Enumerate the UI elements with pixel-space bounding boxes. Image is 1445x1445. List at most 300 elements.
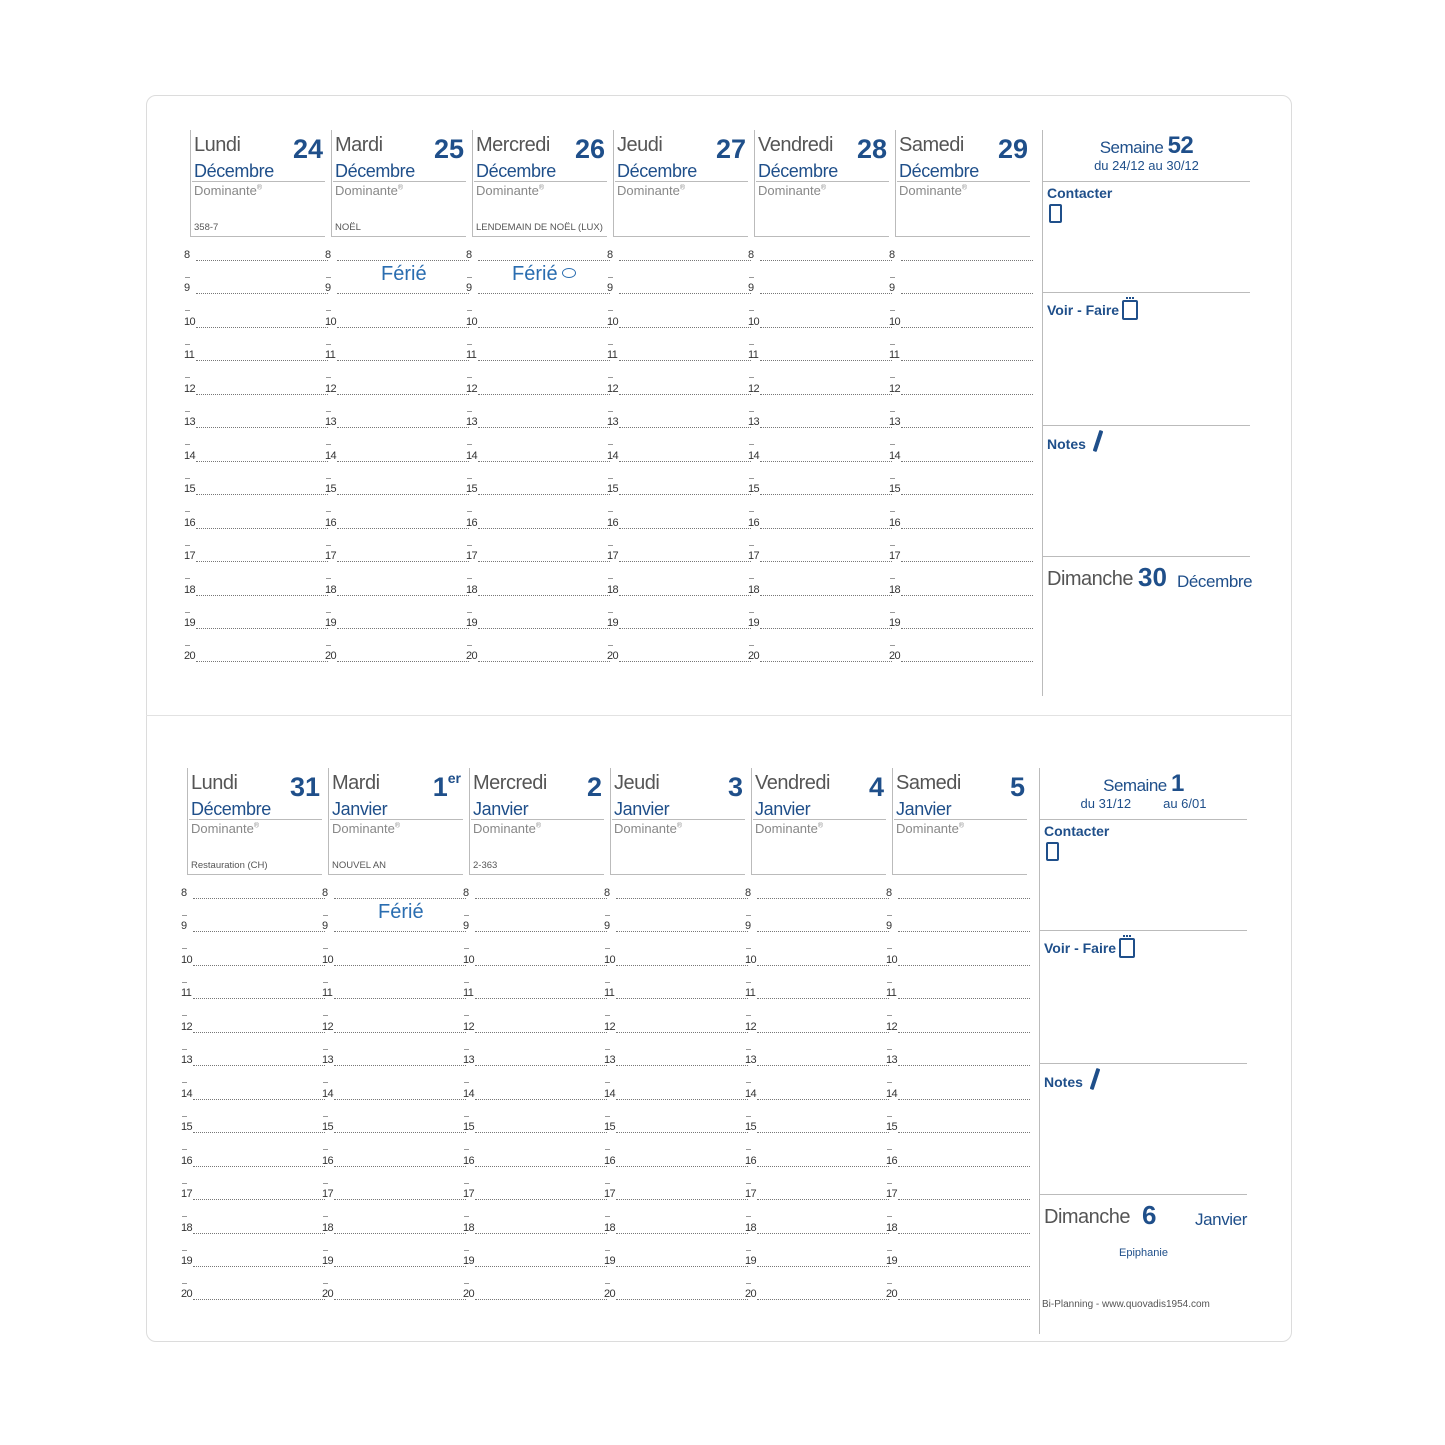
hour-row[interactable] <box>748 650 892 668</box>
hour-row[interactable] <box>181 1121 325 1139</box>
hour-row[interactable] <box>463 1188 607 1206</box>
hour-row[interactable] <box>463 1021 607 1039</box>
hour-row[interactable] <box>463 1288 607 1306</box>
hour-row[interactable] <box>463 1155 607 1173</box>
hour-row[interactable] <box>466 550 610 568</box>
sunday-name: Dimanche <box>1044 1206 1131 1228</box>
hour-row[interactable] <box>748 550 892 568</box>
half-hour-mark <box>464 1049 469 1050</box>
half-hour-mark <box>467 444 472 445</box>
hour-row[interactable] <box>886 954 1030 972</box>
hour-row[interactable] <box>889 650 1033 668</box>
hour-row[interactable] <box>604 1021 748 1039</box>
dominante-label <box>191 821 259 836</box>
hour-label: 19 <box>466 617 478 629</box>
half-hour-mark <box>323 1250 328 1251</box>
day-number <box>869 772 884 803</box>
day-month: Décembre <box>899 161 979 181</box>
hour-row[interactable] <box>325 550 469 568</box>
dotted-line <box>757 931 889 932</box>
dotted-line <box>193 1299 325 1300</box>
hour-label: 13 <box>184 416 196 428</box>
hour-label: 13 <box>607 416 619 428</box>
hour-row[interactable] <box>604 1088 748 1106</box>
hour-row[interactable] <box>181 987 325 1005</box>
header-divider <box>474 181 607 182</box>
hour-row[interactable] <box>463 920 607 938</box>
hour-row[interactable] <box>181 1255 325 1273</box>
hour-row[interactable] <box>604 954 748 972</box>
hour-row[interactable] <box>322 1021 466 1039</box>
voir-faire-area[interactable] <box>1043 293 1250 425</box>
hour-label: 17 <box>889 550 901 562</box>
half-hour-mark <box>467 310 472 311</box>
hour-label: 15 <box>325 483 337 495</box>
sunday-area[interactable] <box>1040 1238 1247 1334</box>
hour-row[interactable] <box>325 450 469 468</box>
hour-row[interactable] <box>184 316 328 334</box>
hour-row[interactable] <box>748 249 892 267</box>
hour-row[interactable] <box>745 987 889 1005</box>
half-hour-mark <box>464 1250 469 1251</box>
hour-row[interactable] <box>604 1054 748 1072</box>
hour-label: 15 <box>181 1121 193 1133</box>
half-hour-mark <box>887 948 892 949</box>
day-number-value: 31 <box>289 772 320 802</box>
registered-mark: ® <box>820 184 827 192</box>
half-hour-mark <box>749 578 754 579</box>
hour-row[interactable] <box>748 282 892 300</box>
hour-label: 16 <box>322 1155 334 1167</box>
header-divider <box>756 181 889 182</box>
hour-row[interactable] <box>886 1054 1030 1072</box>
half-hour-mark <box>323 1049 328 1050</box>
notes-area[interactable] <box>1043 426 1250 556</box>
day-event-note: 2-363 <box>473 860 498 871</box>
hour-label: 18 <box>604 1222 616 1234</box>
hour-label: 10 <box>889 316 901 328</box>
half-hour-mark <box>182 948 187 949</box>
hour-row[interactable] <box>748 483 892 501</box>
hour-grid <box>325 249 469 689</box>
hour-row[interactable] <box>886 1222 1030 1240</box>
hour-row[interactable] <box>184 383 328 401</box>
hour-row[interactable] <box>745 1088 889 1106</box>
hour-row[interactable] <box>889 249 1033 267</box>
hour-row[interactable] <box>886 1088 1030 1106</box>
sunday-area[interactable] <box>1043 600 1250 696</box>
hour-row[interactable] <box>184 517 328 535</box>
hour-row[interactable] <box>322 954 466 972</box>
hour-label: 9 <box>463 920 469 932</box>
hour-row[interactable] <box>607 483 751 501</box>
hour-row[interactable] <box>748 517 892 535</box>
hour-row[interactable] <box>886 1188 1030 1206</box>
hour-label: 9 <box>748 282 754 294</box>
hour-row[interactable] <box>463 887 607 905</box>
dotted-line <box>898 1099 1030 1100</box>
hour-row[interactable] <box>745 1222 889 1240</box>
hour-row[interactable] <box>607 517 751 535</box>
dotted-line <box>475 931 607 932</box>
dotted-line <box>619 260 751 261</box>
dotted-line <box>337 494 469 495</box>
half-hour-mark <box>890 377 895 378</box>
hour-row[interactable] <box>325 650 469 668</box>
half-hour-mark <box>326 310 331 311</box>
hour-label: 18 <box>748 584 760 596</box>
hour-row[interactable] <box>466 584 610 602</box>
hour-row[interactable] <box>463 1255 607 1273</box>
hour-row[interactable] <box>322 1222 466 1240</box>
notes-area[interactable] <box>1040 1064 1247 1194</box>
hour-row[interactable] <box>466 349 610 367</box>
dominante-text: Dominante <box>194 183 257 198</box>
hour-row[interactable] <box>184 584 328 602</box>
hour-row[interactable] <box>745 1054 889 1072</box>
hour-row[interactable] <box>466 316 610 334</box>
hour-row[interactable] <box>604 1121 748 1139</box>
hour-row[interactable] <box>463 1222 607 1240</box>
half-hour-mark <box>323 1149 328 1150</box>
hour-row[interactable] <box>886 1255 1030 1273</box>
hour-row[interactable] <box>181 887 325 905</box>
dotted-line <box>616 1132 748 1133</box>
day-name: Samedi <box>896 772 961 794</box>
hour-label: 13 <box>181 1054 193 1066</box>
hour-row[interactable] <box>748 416 892 434</box>
hour-row[interactable] <box>886 887 1030 905</box>
hour-row[interactable] <box>184 416 328 434</box>
hour-row[interactable] <box>886 1155 1030 1173</box>
hour-row[interactable] <box>607 383 751 401</box>
hour-label: 11 <box>184 349 195 361</box>
hour-row[interactable] <box>889 550 1033 568</box>
dotted-line <box>475 998 607 999</box>
hour-row[interactable] <box>604 1222 748 1240</box>
dotted-line <box>337 628 469 629</box>
hour-row[interactable] <box>607 550 751 568</box>
day-event-note: LENDEMAIN DE NOËL (LUX) <box>476 222 603 233</box>
hour-row[interactable] <box>325 316 469 334</box>
hour-row[interactable] <box>181 920 325 938</box>
hour-label: 14 <box>184 450 196 462</box>
hour-row[interactable] <box>184 617 328 635</box>
hour-row[interactable] <box>748 349 892 367</box>
day-event-note: Restauration (CH) <box>191 860 268 871</box>
hour-label: 12 <box>463 1021 475 1033</box>
dotted-line <box>898 1065 1030 1066</box>
hour-row[interactable] <box>889 617 1033 635</box>
half-hour-mark <box>464 1216 469 1217</box>
hour-grid <box>886 887 1030 1327</box>
hour-row[interactable] <box>886 1288 1030 1306</box>
hour-row[interactable] <box>607 617 751 635</box>
hour-row[interactable] <box>466 617 610 635</box>
dotted-line <box>196 293 328 294</box>
hour-label: 20 <box>322 1288 334 1300</box>
hour-row[interactable] <box>322 1121 466 1139</box>
hour-row[interactable] <box>889 416 1033 434</box>
hour-row[interactable] <box>607 650 751 668</box>
day-name: Mardi <box>335 134 383 156</box>
hour-row[interactable] <box>889 349 1033 367</box>
hour-row[interactable] <box>748 450 892 468</box>
hour-label: 9 <box>466 282 472 294</box>
hour-row[interactable] <box>466 383 610 401</box>
hour-row[interactable] <box>604 887 748 905</box>
dotted-line <box>478 595 610 596</box>
contacter-area[interactable] <box>1043 182 1250 292</box>
dotted-line <box>619 360 751 361</box>
half-hour-mark <box>467 545 472 546</box>
hour-row[interactable] <box>322 1255 466 1273</box>
hour-grid <box>466 249 610 689</box>
hour-row[interactable] <box>184 550 328 568</box>
hour-row[interactable] <box>184 349 328 367</box>
hour-row[interactable] <box>463 987 607 1005</box>
hour-row[interactable] <box>466 650 610 668</box>
dotted-line <box>898 998 1030 999</box>
hour-label: 12 <box>322 1021 334 1033</box>
day-name: Mardi <box>332 772 380 794</box>
dotted-line <box>760 327 892 328</box>
half-hour-mark <box>182 1015 187 1016</box>
hour-row[interactable] <box>325 383 469 401</box>
hour-row[interactable] <box>748 584 892 602</box>
hour-row[interactable] <box>325 483 469 501</box>
hour-row[interactable] <box>745 1188 889 1206</box>
hour-label: 16 <box>886 1155 898 1167</box>
day-name: Lundi <box>191 772 238 794</box>
hour-label: 8 <box>322 887 328 899</box>
hour-row[interactable] <box>607 316 751 334</box>
hour-row[interactable] <box>463 1121 607 1139</box>
hour-row[interactable] <box>886 1021 1030 1039</box>
dotted-line <box>193 1032 325 1033</box>
hour-row[interactable] <box>184 249 328 267</box>
dotted-line <box>475 898 607 899</box>
hour-label: 12 <box>184 383 196 395</box>
hour-row[interactable] <box>604 1288 748 1306</box>
hour-row[interactable] <box>745 954 889 972</box>
hour-row[interactable] <box>325 416 469 434</box>
dotted-line <box>619 595 751 596</box>
hour-row[interactable] <box>745 887 889 905</box>
hour-row[interactable] <box>463 1088 607 1106</box>
dotted-line <box>193 1132 325 1133</box>
hour-label: 14 <box>322 1088 334 1100</box>
hour-label: 15 <box>886 1121 898 1133</box>
hour-row[interactable] <box>181 1222 325 1240</box>
hour-row[interactable] <box>745 1255 889 1273</box>
half-hour-mark <box>749 277 754 278</box>
hour-label: 18 <box>745 1222 757 1234</box>
half-hour-mark <box>608 411 613 412</box>
half-hour-mark <box>326 612 331 613</box>
dotted-line <box>901 293 1033 294</box>
hour-row[interactable] <box>325 617 469 635</box>
half-hour-mark <box>326 277 331 278</box>
voir-faire-area[interactable] <box>1040 931 1247 1063</box>
hour-row[interactable] <box>745 920 889 938</box>
week-label: Semaine <box>1103 776 1167 795</box>
header-divider <box>189 819 322 820</box>
hour-label: 18 <box>463 1222 475 1234</box>
dotted-line <box>334 1299 466 1300</box>
day-number <box>434 134 464 165</box>
hour-row[interactable] <box>745 1288 889 1306</box>
hour-row[interactable] <box>889 517 1033 535</box>
day-month: Janvier <box>614 799 670 819</box>
hour-label: 19 <box>325 617 337 629</box>
dotted-line <box>478 427 610 428</box>
half-hour-mark <box>749 511 754 512</box>
hour-row[interactable] <box>181 1188 325 1206</box>
hour-row[interactable] <box>181 1288 325 1306</box>
half-hour-mark <box>464 982 469 983</box>
dotted-line <box>334 1266 466 1267</box>
hour-label: 13 <box>463 1054 475 1066</box>
dotted-line <box>475 1233 607 1234</box>
hour-row[interactable] <box>604 987 748 1005</box>
dotted-line <box>760 461 892 462</box>
day-month: Décembre <box>194 161 274 181</box>
dotted-line <box>757 998 889 999</box>
half-hour-mark <box>185 310 190 311</box>
dominante-label <box>896 821 964 836</box>
hour-row[interactable] <box>889 316 1033 334</box>
hour-label: 15 <box>607 483 619 495</box>
header-divider <box>471 819 604 820</box>
sunday-number: 6 <box>1142 1200 1157 1230</box>
hour-row[interactable] <box>607 584 751 602</box>
hour-row[interactable] <box>466 517 610 535</box>
dotted-line <box>196 327 328 328</box>
hour-row[interactable] <box>181 954 325 972</box>
dotted-line <box>334 1166 466 1167</box>
dotted-line <box>475 1199 607 1200</box>
hour-row[interactable] <box>745 1155 889 1173</box>
hour-row[interactable] <box>466 416 610 434</box>
hour-row[interactable] <box>181 1054 325 1072</box>
day-number <box>728 772 743 803</box>
dotted-line <box>760 528 892 529</box>
dotted-line <box>196 461 328 462</box>
dotted-line <box>334 931 466 932</box>
dominante-text: Dominante <box>755 821 818 836</box>
dominante-label <box>614 821 682 836</box>
hour-row[interactable] <box>889 584 1033 602</box>
half-hour-mark <box>182 1082 187 1083</box>
hour-row[interactable] <box>745 1021 889 1039</box>
hour-row[interactable] <box>466 483 610 501</box>
hour-row[interactable] <box>604 1155 748 1173</box>
contacter-area[interactable] <box>1040 820 1247 930</box>
hour-row[interactable] <box>889 483 1033 501</box>
hour-label: 11 <box>607 349 618 361</box>
dotted-line <box>334 1099 466 1100</box>
hour-row[interactable] <box>325 349 469 367</box>
hour-row[interactable] <box>181 1155 325 1173</box>
hour-label: 16 <box>748 517 760 529</box>
hour-row[interactable] <box>184 450 328 468</box>
hour-row[interactable] <box>604 920 748 938</box>
hour-label: 19 <box>745 1255 757 1267</box>
hour-row[interactable] <box>322 1088 466 1106</box>
dominante-text: Dominante <box>758 183 821 198</box>
dotted-line <box>334 998 466 999</box>
hour-row[interactable] <box>184 483 328 501</box>
hour-row[interactable] <box>748 617 892 635</box>
hour-row[interactable] <box>322 987 466 1005</box>
half-hour-mark <box>887 1250 892 1251</box>
hour-row[interactable] <box>184 282 328 300</box>
hour-row[interactable] <box>322 1188 466 1206</box>
header-divider <box>897 181 1030 182</box>
hour-row[interactable] <box>322 1054 466 1072</box>
hour-row[interactable] <box>886 920 1030 938</box>
hour-row[interactable] <box>607 416 751 434</box>
notes-label: Notes <box>1044 1074 1083 1090</box>
half-hour-mark <box>464 1183 469 1184</box>
hour-label: 18 <box>466 584 478 596</box>
hour-row[interactable] <box>322 1288 466 1306</box>
hour-row[interactable] <box>184 650 328 668</box>
hour-row[interactable] <box>886 1121 1030 1139</box>
hour-row[interactable] <box>607 349 751 367</box>
hour-row[interactable] <box>181 1021 325 1039</box>
hour-label: 11 <box>604 987 615 999</box>
hour-row[interactable] <box>463 1054 607 1072</box>
dotted-line <box>475 1266 607 1267</box>
half-hour-mark <box>890 645 895 646</box>
hour-row[interactable] <box>607 282 751 300</box>
dominante-label <box>473 821 541 836</box>
hour-label: 20 <box>325 650 337 662</box>
hour-row[interactable] <box>325 584 469 602</box>
hour-row[interactable] <box>463 954 607 972</box>
hour-row[interactable] <box>748 316 892 334</box>
hour-row[interactable] <box>604 1255 748 1273</box>
half-hour-mark <box>608 277 613 278</box>
hour-row[interactable] <box>466 450 610 468</box>
registered-mark: ® <box>397 184 404 192</box>
hour-row[interactable] <box>889 282 1033 300</box>
hour-row[interactable] <box>889 383 1033 401</box>
day-column <box>748 130 892 696</box>
hour-label: 8 <box>607 249 613 261</box>
day-column <box>889 130 1033 696</box>
hour-row[interactable] <box>748 383 892 401</box>
hour-row[interactable] <box>181 1088 325 1106</box>
hour-row[interactable] <box>886 987 1030 1005</box>
hour-row[interactable] <box>607 450 751 468</box>
dotted-line <box>478 461 610 462</box>
hour-row[interactable] <box>745 1121 889 1139</box>
hour-row[interactable] <box>604 1188 748 1206</box>
half-hour-mark <box>464 1082 469 1083</box>
hour-row[interactable] <box>607 249 751 267</box>
half-hour-mark <box>749 645 754 646</box>
hour-row[interactable] <box>322 1155 466 1173</box>
dotted-line <box>193 1266 325 1267</box>
dotted-line <box>619 394 751 395</box>
hour-row[interactable] <box>325 517 469 535</box>
hour-label: 10 <box>463 954 475 966</box>
hour-row[interactable] <box>889 450 1033 468</box>
half-hour-mark <box>746 1283 751 1284</box>
